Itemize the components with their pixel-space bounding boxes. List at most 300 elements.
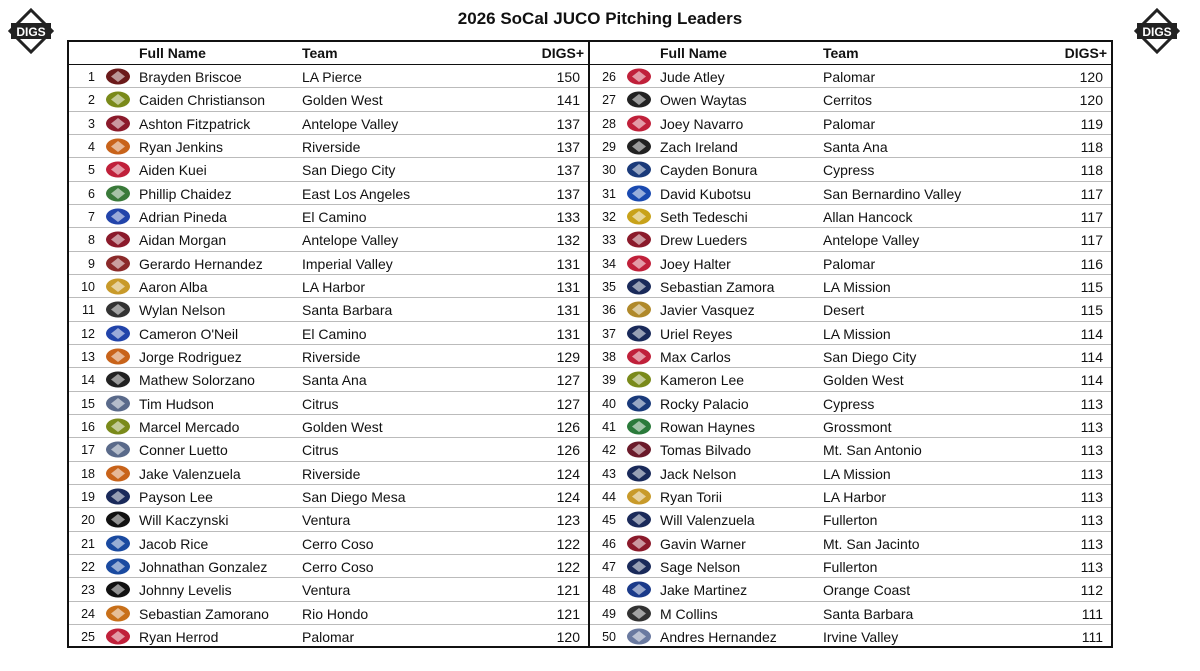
table-row [590, 182, 1111, 205]
digs-plus-value: 127 [556, 395, 580, 412]
team-name: Cerro Coso [302, 558, 374, 575]
player-name: Joey Navarro [660, 115, 744, 132]
hornet-logo-icon [623, 557, 655, 576]
table-row [590, 322, 1111, 345]
header-digs-plus: DIGS+ [1064, 45, 1107, 61]
team-name: LA Harbor [302, 278, 366, 295]
digs-plus-value: 114 [1080, 348, 1103, 365]
team-name: Fullerton [823, 558, 878, 575]
charger-logo-icon [623, 160, 655, 179]
digs-plus-value: 113 [1080, 442, 1103, 459]
player-name: Jake Valenzuela [139, 465, 241, 482]
digs-plus-value: 120 [1079, 69, 1103, 85]
table-row [590, 392, 1111, 415]
team-name: Mt. San Jacinto [823, 535, 920, 552]
digs-plus-value: 137 [556, 138, 580, 155]
rank-cell: 6 [88, 186, 95, 201]
av-logo-icon [623, 230, 655, 249]
digs-plus-value: 121 [556, 605, 580, 622]
rank-cell: 15 [81, 396, 95, 411]
table-row [590, 298, 1111, 321]
don-logo-icon [623, 137, 655, 156]
knights-wordmark-icon [623, 347, 655, 366]
rank-cell: 46 [602, 536, 616, 551]
rank-cell: 29 [602, 139, 616, 154]
team-name: LA Mission [823, 325, 891, 342]
team-name: East Los Angeles [302, 185, 411, 202]
player-name: Sebastian Zamorano [139, 605, 269, 622]
palomar-logo-icon [623, 67, 655, 86]
header-team: Team [302, 45, 338, 61]
av-logo-icon [102, 230, 134, 249]
vaquero-logo-icon [102, 300, 134, 319]
rank-cell: 14 [81, 373, 95, 388]
roadrunner-logo-icon [623, 300, 655, 319]
digs-plus-value: 113 [1080, 558, 1103, 575]
team-name: Palomar [302, 628, 355, 645]
digs-logo-icon [8, 8, 54, 54]
svg-text:DIGS: DIGS [16, 25, 46, 39]
rank-cell: 11 [82, 303, 95, 318]
player-name: Cayden Bonura [660, 162, 758, 179]
digs-plus-value: 111 [1081, 628, 1103, 645]
player-name: Tim Hudson [139, 395, 214, 412]
team-name: Ventura [302, 582, 351, 599]
rank-cell: 19 [81, 489, 95, 504]
table-row [69, 532, 588, 555]
player-name: Javier Vasquez [660, 302, 755, 319]
page-title: 2026 SoCal JUCO Pitching Leaders [457, 9, 743, 28]
rank-cell: 10 [81, 279, 95, 294]
digs-plus-value: 126 [556, 442, 580, 459]
rank-cell: 17 [81, 443, 95, 458]
player-name: Rocky Palacio [660, 395, 749, 412]
rank-cell: 24 [81, 606, 95, 621]
player-name: Mathew Solorzano [139, 372, 255, 389]
player-name: Cameron O'Neil [139, 325, 239, 342]
team-name: Golden West [302, 418, 383, 435]
table-row [69, 462, 588, 485]
rank-cell: 28 [602, 116, 616, 131]
leaders-column-left [69, 42, 590, 646]
digs-plus-value: 127 [556, 372, 580, 389]
rows-right [590, 65, 1111, 648]
husky-logo-icon [102, 184, 134, 203]
digs-plus-value: 121 [556, 582, 580, 599]
digs-plus-value: 120 [1079, 92, 1103, 109]
palomar-logo-icon [623, 254, 655, 273]
table-row [69, 112, 588, 135]
av-logo-icon [102, 114, 134, 133]
table-row [590, 88, 1111, 111]
player-name: Jacob Rice [139, 535, 209, 552]
team-name: Palomar [823, 69, 876, 85]
rows-left [69, 65, 588, 648]
table-row [69, 485, 588, 508]
ivc-seal-icon [102, 254, 134, 273]
player-name: Jake Martinez [660, 582, 748, 599]
player-name: Owen Waytas [660, 92, 747, 109]
player-name: Aaron Alba [139, 278, 208, 295]
rank-cell: 40 [602, 396, 616, 411]
table-row [69, 228, 588, 251]
rank-cell: 20 [81, 513, 95, 528]
digs-plus-value: 117 [1080, 232, 1103, 249]
player-name: Caiden Christianson [139, 92, 266, 109]
table-row [69, 65, 588, 88]
table-row [69, 555, 588, 578]
digs-plus-value: 133 [556, 208, 580, 225]
table-row [590, 345, 1111, 368]
table-row [69, 88, 588, 111]
rank-cell: 49 [602, 606, 616, 621]
team-name: Golden West [302, 92, 383, 109]
digs-plus-value: 119 [1080, 115, 1103, 132]
table-row [590, 65, 1111, 88]
table-row [69, 438, 588, 461]
table-row [590, 112, 1111, 135]
rank-cell: 27 [602, 93, 616, 108]
svg-text:DIGS: DIGS [1142, 25, 1172, 39]
occ-logo-icon [623, 580, 655, 599]
digs-plus-value: 126 [556, 418, 580, 435]
table-row [590, 368, 1111, 391]
cc-logo-icon [102, 557, 134, 576]
ec-logo-icon [102, 324, 134, 343]
table-row [590, 252, 1111, 275]
digs-plus-value: 117 [1080, 208, 1103, 225]
rank-cell: 16 [81, 419, 95, 434]
table-row [590, 135, 1111, 158]
table-row [69, 392, 588, 415]
table-row [69, 578, 588, 601]
rank-cell: 13 [81, 349, 95, 364]
team-name: San Bernardino Valley [823, 185, 962, 202]
table-row [69, 158, 588, 181]
digs-plus-value: 116 [1080, 255, 1103, 272]
charger-logo-icon [623, 394, 655, 413]
player-name: Andres Hernandez [660, 628, 777, 645]
table-row [69, 625, 588, 648]
table-row [69, 602, 588, 625]
rank-cell: 50 [602, 629, 616, 644]
player-name: Ryan Torii [660, 488, 722, 505]
player-name: Aiden Kuei [139, 162, 207, 179]
digs-logo-icon [1134, 8, 1180, 54]
tiger-logo-icon [102, 464, 134, 483]
hornet-logo-icon [623, 510, 655, 529]
brahma-bull-logo-icon [102, 67, 134, 86]
player-name: Gavin Warner [660, 535, 746, 552]
rank-cell: 47 [602, 559, 616, 574]
eagle-round-logo-icon [623, 277, 655, 296]
table-row [590, 275, 1111, 298]
tiger-logo-icon [102, 137, 134, 156]
table-row [69, 322, 588, 345]
player-name: Will Valenzuela [660, 512, 755, 529]
team-name: Imperial Valley [302, 255, 393, 272]
player-name: Uriel Reyes [660, 325, 733, 342]
sb-logo-icon [623, 184, 655, 203]
roadrunner-logo-icon [102, 604, 134, 623]
table-row [590, 532, 1111, 555]
leaders-column-right [590, 42, 1111, 646]
rank-cell: 36 [602, 303, 616, 318]
bulldog-logo-icon [623, 207, 655, 226]
rank-cell: 1 [88, 70, 95, 84]
table-row [590, 578, 1111, 601]
player-name: Seth Tedeschi [660, 208, 748, 225]
team-name: Desert [823, 302, 865, 319]
player-name: Ashton Fitzpatrick [139, 115, 251, 132]
team-name: San Diego City [302, 162, 396, 179]
knights-wordmark-icon [102, 160, 134, 179]
player-name: Joey Halter [660, 255, 731, 272]
team-name: Cerro Coso [302, 535, 374, 552]
eagles-logo-icon [623, 534, 655, 553]
digs-plus-value: 112 [1080, 582, 1103, 599]
table-row [69, 368, 588, 391]
rank-cell: 18 [81, 466, 95, 481]
vaquero-logo-icon [623, 604, 655, 623]
team-name: El Camino [302, 325, 367, 342]
pirate-logo-icon [102, 510, 134, 529]
rank-cell: 32 [602, 209, 616, 224]
player-name: Wylan Nelson [139, 302, 226, 319]
rank-cell: 7 [88, 209, 95, 224]
digs-plus-value: 118 [1080, 138, 1103, 155]
rank-cell: 38 [602, 349, 616, 364]
owl-logo-icon [102, 440, 134, 459]
rank-cell: 31 [602, 186, 616, 201]
team-name: Allan Hancock [823, 208, 913, 225]
header-team: Team [823, 45, 859, 61]
table-row [69, 298, 588, 321]
mountie-m-logo-icon [623, 440, 655, 459]
rank-cell: 21 [81, 536, 95, 551]
palomar-logo-icon [623, 114, 655, 133]
digs-plus-value: 114 [1080, 372, 1103, 389]
rank-cell: 12 [81, 326, 95, 341]
team-name: LA Harbor [823, 488, 887, 505]
team-name: Santa Barbara [302, 302, 393, 319]
team-name: Palomar [823, 255, 876, 272]
leaders-table [67, 40, 1113, 648]
player-name: Johnny Levelis [139, 582, 232, 599]
player-name: Ryan Herrod [139, 628, 219, 645]
team-name: Irvine Valley [823, 628, 899, 645]
team-name: LA Mission [823, 278, 891, 295]
pirate-logo-icon [102, 580, 134, 599]
cc-logo-icon [102, 534, 134, 553]
don-logo-icon [102, 370, 134, 389]
team-name: Orange Coast [823, 582, 911, 599]
team-name: Antelope Valley [823, 232, 920, 249]
rank-cell: 2 [88, 93, 95, 108]
rank-cell: 44 [602, 489, 616, 504]
digs-plus-value: 113 [1080, 418, 1103, 435]
ec-logo-icon [102, 207, 134, 226]
rank-cell: 4 [88, 139, 95, 154]
player-name: Aidan Morgan [139, 232, 227, 249]
player-name: Marcel Mercado [139, 418, 240, 435]
seahawk-logo-icon [102, 277, 134, 296]
rank-cell: 42 [602, 443, 616, 458]
player-name: Gerardo Hernandez [139, 255, 263, 272]
owl-logo-icon [102, 394, 134, 413]
rank-cell: 41 [602, 419, 616, 434]
player-name: Will Kaczynski [139, 512, 229, 529]
table-row [590, 625, 1111, 648]
team-name: Santa Ana [823, 138, 888, 155]
player-name: Sage Nelson [660, 558, 741, 575]
team-name: Citrus [302, 395, 339, 412]
team-name: Grossmont [823, 418, 892, 435]
table-row [590, 508, 1111, 531]
player-name: Adrian Pineda [139, 208, 227, 225]
player-name: Max Carlos [660, 348, 731, 365]
digs-plus-value: 124 [556, 488, 580, 505]
digs-plus-value: 113 [1080, 395, 1103, 412]
player-name: Jorge Rodriguez [139, 348, 242, 365]
table-row [590, 485, 1111, 508]
player-name: Zach Ireland [660, 138, 738, 155]
team-name: Palomar [823, 115, 876, 132]
digs-plus-value: 115 [1080, 302, 1103, 319]
header-full-name: Full Name [139, 45, 206, 61]
digs-plus-value: 113 [1080, 488, 1103, 505]
table-row [69, 275, 588, 298]
player-name: Brayden Briscoe [139, 69, 242, 85]
table-row [590, 205, 1111, 228]
digs-plus-value: 129 [556, 348, 580, 365]
mesa-m-logo-icon [102, 487, 134, 506]
player-name: David Kubotsu [660, 185, 752, 202]
team-name: El Camino [302, 208, 367, 225]
rank-cell: 23 [81, 583, 95, 598]
team-name: Santa Ana [302, 372, 367, 389]
table-row [69, 345, 588, 368]
digs-plus-value: 131 [556, 325, 580, 342]
rank-cell: 45 [602, 513, 616, 528]
player-name: Jack Nelson [660, 465, 737, 482]
table-row [69, 415, 588, 438]
team-name: San Diego City [823, 348, 917, 365]
rustler-logo-icon [623, 370, 655, 389]
digs-plus-value: 114 [1080, 325, 1103, 342]
team-name: San Diego Mesa [302, 488, 406, 505]
rank-cell: 39 [602, 373, 616, 388]
digs-plus-value: 131 [556, 302, 580, 319]
falcon-logo-icon [623, 90, 655, 109]
table-row [590, 438, 1111, 461]
player-name: Conner Luetto [139, 442, 228, 459]
player-name: Jude Atley [660, 69, 725, 85]
player-name: Drew Lueders [660, 232, 748, 249]
player-name: Johnathan Gonzalez [139, 558, 268, 575]
eagle-round-logo-icon [623, 324, 655, 343]
griffin-g-logo-icon [623, 417, 655, 436]
digs-plus-value: 141 [556, 92, 580, 109]
player-name: Payson Lee [139, 488, 213, 505]
digs-plus-value: 131 [556, 278, 580, 295]
digs-plus-value: 111 [1081, 605, 1103, 622]
team-name: Golden West [823, 372, 904, 389]
digs-plus-value: 122 [556, 558, 580, 575]
team-name: Riverside [302, 138, 361, 155]
team-name: Cypress [823, 162, 875, 179]
player-name: M Collins [660, 605, 718, 622]
rank-cell: 35 [602, 279, 616, 294]
rank-cell: 8 [88, 233, 95, 248]
team-name: Riverside [302, 348, 361, 365]
palomar-logo-icon [102, 627, 134, 646]
digs-plus-value: 113 [1080, 535, 1103, 552]
player-name: Kameron Lee [660, 372, 745, 389]
team-name: Santa Barbara [823, 605, 914, 622]
table-row [590, 228, 1111, 251]
team-name: LA Mission [823, 465, 891, 482]
table-row [590, 415, 1111, 438]
digs-plus-value: 113 [1080, 465, 1103, 482]
rank-cell: 22 [81, 559, 95, 574]
player-name: Ryan Jenkins [139, 138, 224, 155]
digs-plus-value: 137 [556, 162, 580, 179]
table-row [590, 158, 1111, 181]
team-name: LA Pierce [302, 69, 362, 85]
table-row [69, 135, 588, 158]
digs-plus-value: 124 [556, 465, 580, 482]
table-header [69, 42, 588, 65]
table-row [69, 182, 588, 205]
seahawk-logo-icon [623, 487, 655, 506]
table-header [590, 42, 1111, 65]
digs-plus-value: 123 [556, 512, 580, 529]
table-row [590, 602, 1111, 625]
rustler-logo-icon [102, 90, 134, 109]
rank-cell: 25 [81, 629, 95, 644]
table-row [590, 462, 1111, 485]
digs-plus-value: 115 [1080, 278, 1103, 295]
rank-cell: 43 [602, 466, 616, 481]
team-name: Cerritos [823, 92, 873, 109]
rank-cell: 37 [602, 326, 616, 341]
header-full-name: Full Name [660, 45, 727, 61]
digs-plus-value: 131 [556, 255, 580, 272]
digs-plus-value: 137 [556, 185, 580, 202]
rank-cell: 26 [602, 70, 616, 84]
ivc-logo-icon [623, 627, 655, 646]
rank-cell: 5 [88, 163, 95, 178]
digs-plus-value: 137 [556, 115, 580, 132]
team-name: Fullerton [823, 512, 878, 529]
digs-plus-value: 132 [556, 232, 580, 249]
team-name: Riverside [302, 465, 361, 482]
table-row [69, 508, 588, 531]
rank-cell: 48 [602, 583, 616, 598]
player-name: Sebastian Zamora [660, 278, 775, 295]
rank-cell: 30 [602, 163, 616, 178]
team-name: Citrus [302, 442, 339, 459]
team-name: Cypress [823, 395, 875, 412]
player-name: Tomas Bilvado [660, 442, 752, 459]
team-name: Rio Hondo [302, 605, 369, 622]
player-name: Phillip Chaidez [139, 185, 232, 202]
team-name: Mt. San Antonio [823, 442, 922, 459]
rank-cell: 34 [602, 256, 616, 271]
table-row [590, 555, 1111, 578]
digs-plus-value: 118 [1080, 162, 1103, 179]
